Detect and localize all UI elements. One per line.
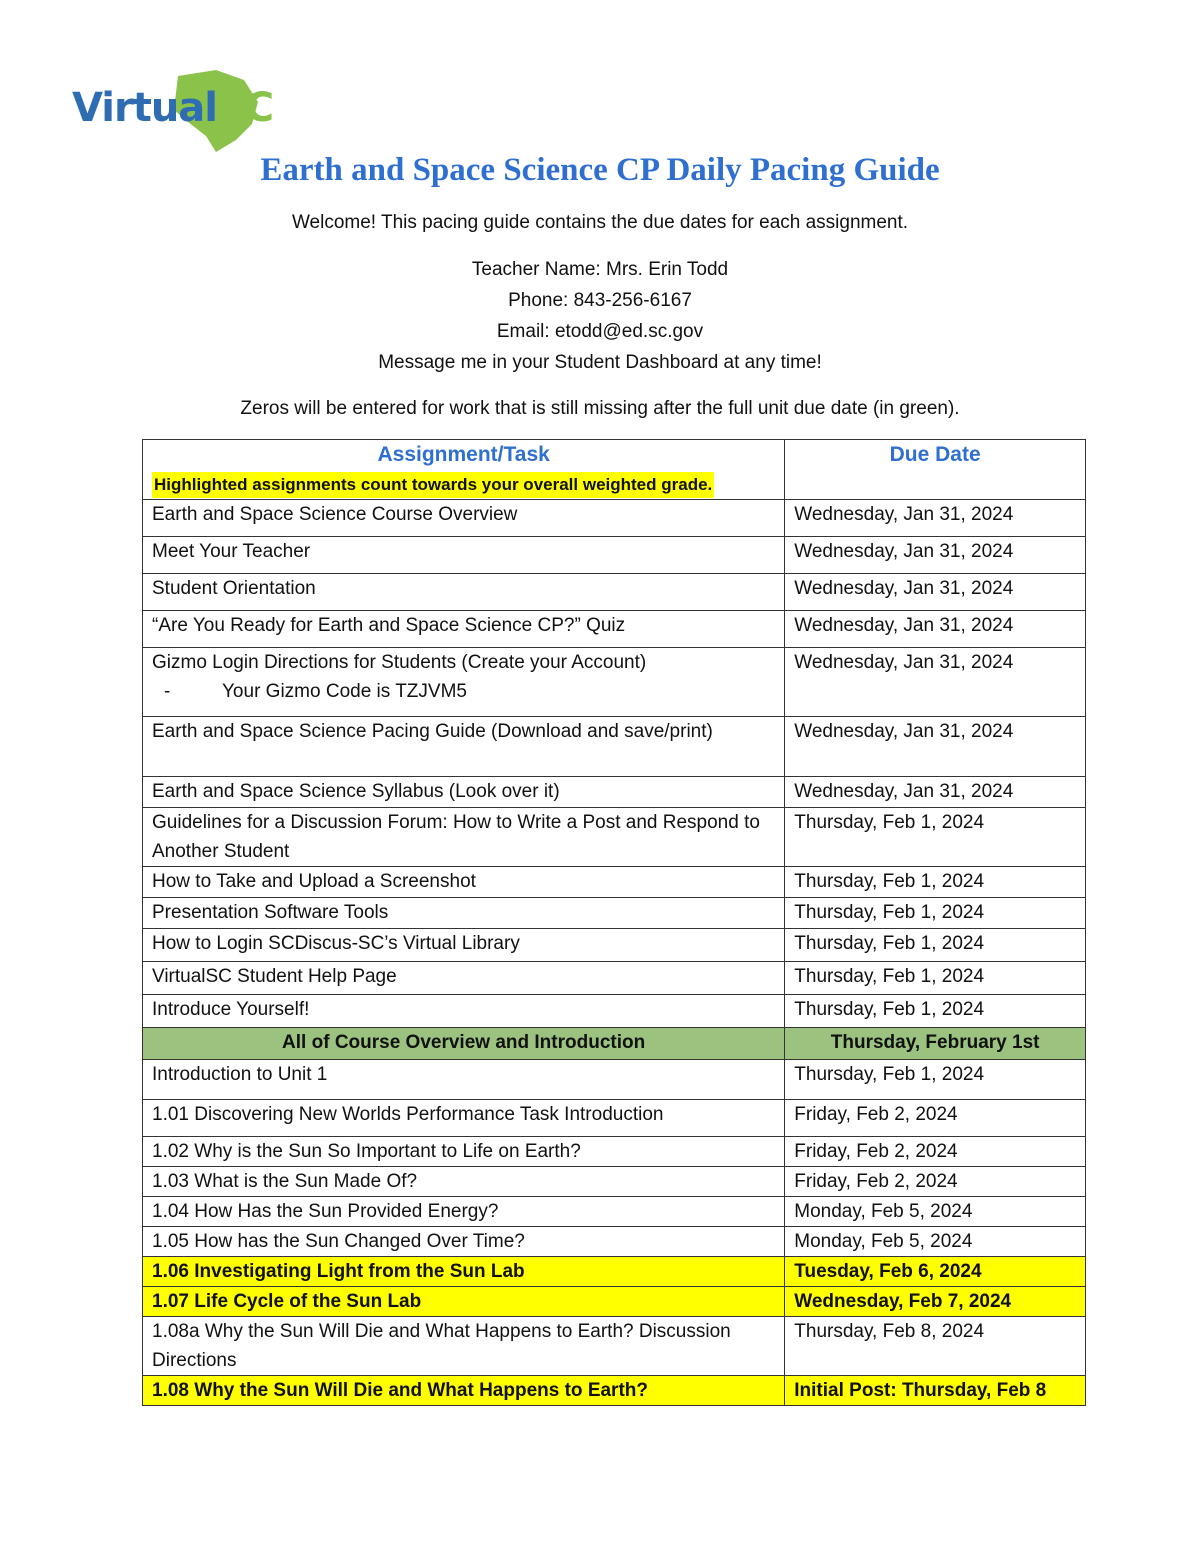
date-cell: Wednesday, Jan 31, 2024 — [785, 500, 1086, 537]
task-cell: 1.02 Why is the Sun So Important to Life on Earth? — [143, 1137, 785, 1167]
graded-row — [143, 1376, 1086, 1406]
date-cell: Monday, Feb 5, 2024 — [785, 1197, 1086, 1227]
task-cell: VirtualSC Student Help Page — [143, 962, 785, 995]
task-cell: Meet Your Teacher — [143, 537, 785, 574]
due-date-header-label: Due Date — [889, 443, 981, 466]
graded-row — [143, 1257, 1086, 1287]
graded-row — [143, 1287, 1086, 1317]
table-row — [143, 898, 1086, 929]
date-cell: Thursday, Feb 1, 2024 — [785, 898, 1086, 929]
table-row — [143, 1227, 1086, 1257]
date-cell: Monday, Feb 5, 2024 — [785, 1227, 1086, 1257]
teacher-phone: Phone: 843-256-6167 — [508, 290, 692, 311]
table-row — [143, 648, 1086, 717]
task-cell: “Are You Ready for Earth and Space Science CP?” Quiz — [143, 611, 785, 648]
task-cell — [143, 648, 785, 717]
task-cell: 1.01 Discovering New Worlds Performance Task Introduction — [143, 1100, 785, 1137]
teacher-name: Teacher Name: Mrs. Erin Todd — [471, 259, 729, 280]
table-row — [143, 995, 1086, 1028]
date-cell: Wednesday, Feb 7, 2024 — [785, 1287, 1086, 1317]
date-cell: Initial Post: Thursday, Feb 8 — [785, 1376, 1086, 1406]
task-cell: Introduction to Unit 1 — [143, 1060, 785, 1100]
task-cell: Earth and Space Science Course Overview — [143, 500, 785, 537]
table-row — [143, 611, 1086, 648]
gizmo-code-text: Your Gizmo Code is TZJVM5 — [222, 681, 467, 702]
unit-due-row — [143, 1028, 1086, 1060]
logo-wordmark-sc: SC — [217, 85, 274, 131]
date-cell: Friday, Feb 2, 2024 — [785, 1167, 1086, 1197]
table-row — [143, 1137, 1086, 1167]
task-cell: Student Orientation — [143, 574, 785, 611]
date-cell: Tuesday, Feb 6, 2024 — [785, 1257, 1086, 1287]
teacher-email[interactable]: Email: etodd@ed.sc.gov — [496, 321, 704, 342]
assignment-header-label: Assignment/Task — [377, 443, 550, 466]
table-row — [143, 537, 1086, 574]
date-cell: Friday, Feb 2, 2024 — [785, 1137, 1086, 1167]
date-cell: Wednesday, Jan 31, 2024 — [785, 777, 1086, 808]
task-cell: Earth and Space Science Syllabus (Look over it) — [143, 777, 785, 808]
task-cell: 1.06 Investigating Light from the Sun Lab — [143, 1257, 785, 1287]
table-row — [143, 929, 1086, 962]
due-date-header-cell — [785, 440, 1086, 500]
task-cell: Earth and Space Science Pacing Guide (Download and save/print) — [143, 717, 785, 777]
logo-wordmark-virtual: Virtual — [72, 85, 217, 131]
date-cell: Wednesday, Jan 31, 2024 — [785, 648, 1086, 717]
task-cell: How to Take and Upload a Screenshot — [143, 867, 785, 898]
message-note: Message me in your Student Dashboard at any time! — [378, 352, 822, 373]
date-cell: Thursday, Feb 1, 2024 — [785, 808, 1086, 867]
table-row — [143, 1197, 1086, 1227]
assignment-header-cell — [143, 440, 785, 500]
date-cell: Thursday, Feb 1, 2024 — [785, 867, 1086, 898]
date-cell: Thursday, February 1st — [785, 1028, 1086, 1060]
task-cell: 1.03 What is the Sun Made Of? — [143, 1167, 785, 1197]
date-cell: Friday, Feb 2, 2024 — [785, 1100, 1086, 1137]
task-cell: How to Login SCDiscus-SC’s Virtual Library — [143, 929, 785, 962]
sub-dash: - — [164, 681, 171, 702]
task-cell: 1.08a Why the Sun Will Die and What Happens to Earth? Discussion Directions — [143, 1317, 785, 1376]
contact-block — [0, 254, 1200, 378]
task-subitem — [152, 677, 775, 706]
task-cell: 1.05 How has the Sun Changed Over Time? — [143, 1227, 785, 1257]
task-text: Gizmo Login Directions for Students (Create your Account) — [152, 652, 647, 673]
table-row — [143, 808, 1086, 867]
table-row — [143, 500, 1086, 537]
table-row — [143, 574, 1086, 611]
task-cell: Introduce Yourself! — [143, 995, 785, 1028]
table-row — [143, 1060, 1086, 1100]
logo-wordmark — [72, 78, 273, 138]
date-cell: Wednesday, Jan 31, 2024 — [785, 574, 1086, 611]
table-row — [143, 867, 1086, 898]
pacing-table — [142, 439, 1086, 1406]
date-cell: Thursday, Feb 1, 2024 — [785, 1060, 1086, 1100]
table-row — [143, 777, 1086, 808]
date-cell: Thursday, Feb 1, 2024 — [785, 995, 1086, 1028]
date-cell: Thursday, Feb 1, 2024 — [785, 962, 1086, 995]
task-cell: All of Course Overview and Introduction — [143, 1028, 785, 1060]
virtualsc-logo — [66, 66, 274, 156]
date-cell: Thursday, Feb 1, 2024 — [785, 929, 1086, 962]
task-cell: Presentation Software Tools — [143, 898, 785, 929]
table-header-row — [143, 440, 1086, 500]
date-cell: Wednesday, Jan 31, 2024 — [785, 611, 1086, 648]
date-cell: Wednesday, Jan 31, 2024 — [785, 717, 1086, 777]
table-row — [143, 1317, 1086, 1376]
zeros-note: Zeros will be entered for work that is still missing after the full unit due date (in green). — [240, 398, 960, 419]
date-cell: Wednesday, Jan 31, 2024 — [785, 537, 1086, 574]
welcome-text: Welcome! This pacing guide contains the due dates for each assignment. — [291, 212, 909, 233]
task-cell: 1.08 Why the Sun Will Die and What Happens to Earth? — [143, 1376, 785, 1406]
task-cell: 1.04 How Has the Sun Provided Energy? — [143, 1197, 785, 1227]
date-cell: Thursday, Feb 8, 2024 — [785, 1317, 1086, 1376]
task-cell: 1.07 Life Cycle of the Sun Lab — [143, 1287, 785, 1317]
table-row — [143, 1167, 1086, 1197]
page-title: Earth and Space Science CP Daily Pacing Guide — [260, 152, 940, 188]
task-cell: Guidelines for a Discussion Forum: How to Write a Post and Respond to Another Student — [143, 808, 785, 867]
table-row — [143, 717, 1086, 777]
table-row — [143, 962, 1086, 995]
table-row — [143, 1100, 1086, 1137]
highlight-note: Highlighted assignments count towards your overall weighted grade. — [152, 472, 714, 498]
